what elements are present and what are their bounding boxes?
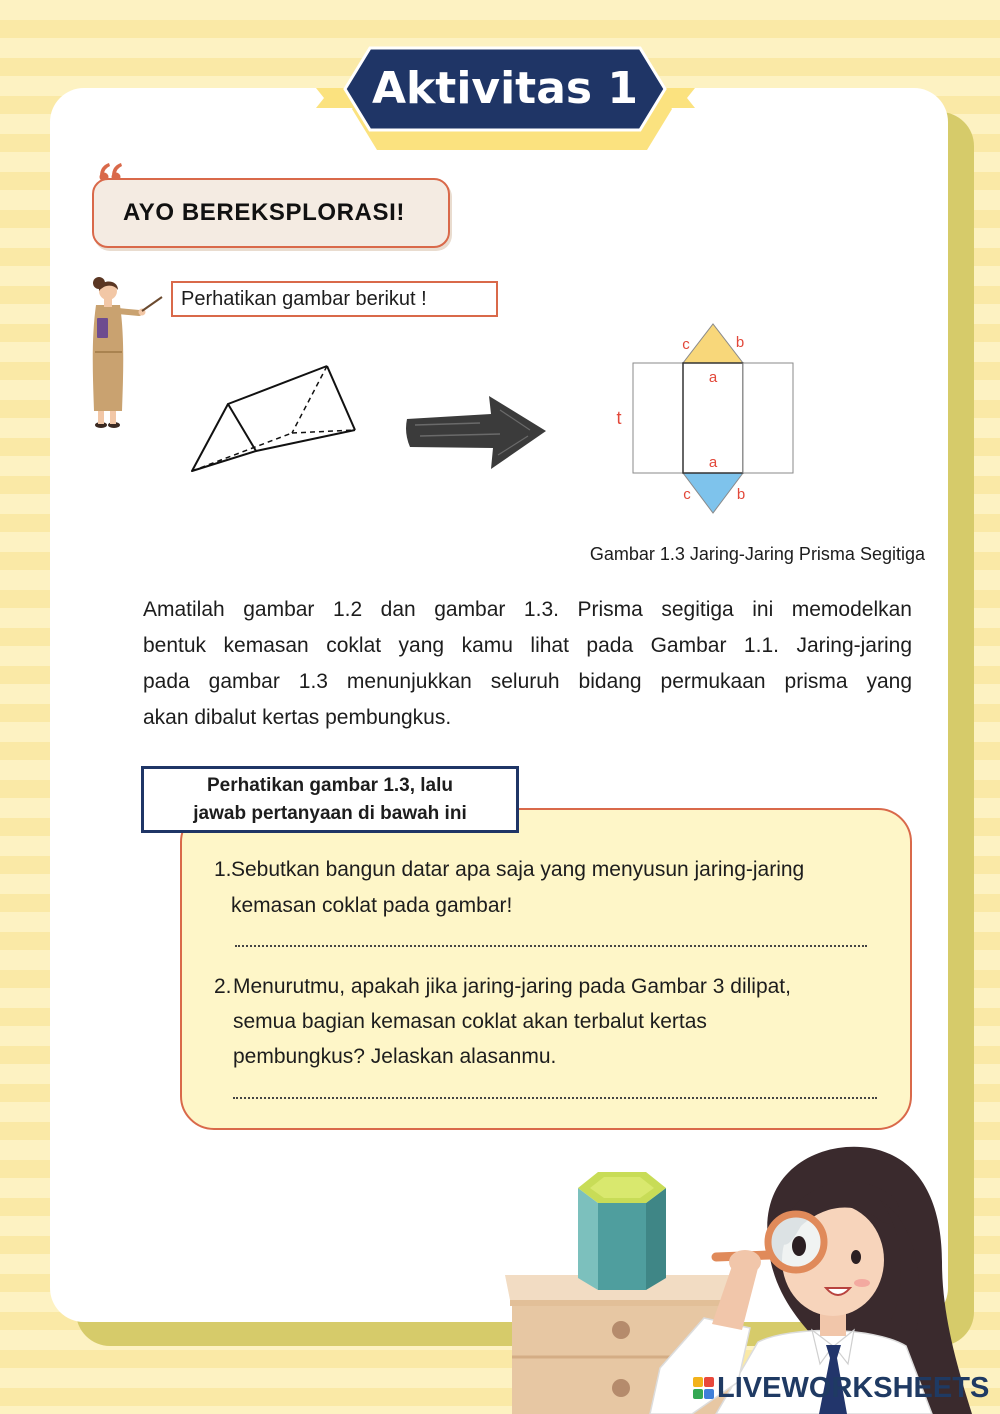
logo-tile — [693, 1389, 703, 1399]
figure-caption: Gambar 1.3 Jaring-Jaring Prisma Segitiga — [589, 544, 925, 564]
question-1-text: kemasan coklat pada gambar! — [231, 894, 513, 917]
net-label-bottom-c: c — [683, 486, 691, 503]
net-label-top-c: c — [682, 336, 690, 353]
prism-top-edge — [228, 366, 327, 404]
right-arrow-icon — [406, 396, 546, 469]
triangular-prism-figure — [192, 366, 355, 471]
paragraph-line: Amatilah gambar 1.2 dan gambar 1.3. Prisma segitiga ini memodelkan — [143, 598, 912, 621]
hexagonal-prism-illustration — [578, 1172, 666, 1290]
liveworksheets-logo[interactable]: LIVEWORKSHEETS — [717, 1372, 990, 1404]
logo-tile — [704, 1377, 714, 1387]
net-label-top-b: b — [735, 334, 745, 351]
paragraph-line: akan dibalut kertas pembungkus. — [143, 706, 452, 729]
cabinet-top-edge — [510, 1300, 742, 1306]
net-right-rectangle — [743, 363, 793, 473]
prism-hidden-edge — [292, 366, 327, 433]
teacher-hair-bun — [93, 277, 105, 289]
net-bottom-triangle — [683, 473, 746, 513]
teacher-arm — [118, 311, 139, 313]
prism-net-figure — [616, 324, 793, 513]
teacher-illustration — [93, 277, 162, 428]
page-title: Aktivitas 1 — [371, 63, 639, 114]
question-2-text: pembungkus? Jelaskan alasanmu. — [233, 1045, 557, 1068]
task-instruction-box — [141, 766, 519, 833]
girl-hand — [729, 1250, 761, 1274]
cabinet-knob — [612, 1379, 630, 1397]
answer-input-1[interactable] — [235, 923, 867, 947]
task-instruction-line: jawab pertanyaan di bawah ini — [193, 802, 467, 824]
girl-eye — [851, 1250, 861, 1264]
hex-prism-left-face — [578, 1188, 598, 1290]
logo-tile — [693, 1377, 703, 1387]
teacher-pointer — [142, 297, 162, 311]
prism-right-edge — [327, 366, 355, 430]
instruction-box: Perhatikan gambar berikut ! — [171, 281, 498, 317]
girl-cheek — [854, 1279, 870, 1287]
net-left-rectangle — [633, 363, 683, 473]
question-1-number: 1. — [214, 858, 232, 881]
paragraph-line: pada gambar 1.3 menunjukkan seluruh bidang permukaan prisma yang — [143, 670, 912, 693]
arrow-body — [406, 396, 546, 469]
net-label-top-a: a — [708, 369, 718, 386]
paragraph-line: bentuk kemasan coklat yang kamu lihat pada Gambar 1.1. Jaring-jaring — [143, 634, 912, 657]
question-2-text: Menurutmu, apakah jika jaring-jaring pada Gambar 3 dilipat, — [233, 975, 791, 998]
net-label-bottom-b: b — [736, 486, 746, 503]
logo-tile — [704, 1389, 714, 1399]
prism-front-face — [192, 404, 256, 471]
question-1-text: Sebutkan bangun datar apa saja yang menyusun jaring-jaring — [231, 858, 805, 881]
explanation-paragraph — [143, 592, 912, 736]
hex-prism-right-face — [646, 1188, 666, 1290]
teacher-book — [97, 318, 108, 338]
question-2-number: 2. — [214, 975, 232, 998]
net-top-triangle — [683, 324, 743, 363]
net-label-height-t: t — [616, 408, 622, 428]
girl-magnified-eye — [792, 1236, 806, 1256]
net-label-bottom-a: a — [708, 454, 718, 471]
cabinet-knob — [612, 1321, 630, 1339]
answer-input-2[interactable] — [233, 1075, 877, 1099]
prism-hidden-edges — [192, 366, 355, 471]
question-2-text: semua bagian kemasan coklat akan terbalut kertas — [233, 1010, 707, 1033]
task-instruction-line: Perhatikan gambar 1.3, lalu — [206, 774, 454, 796]
explore-label: AYO BEREKSPLORASI! — [123, 199, 405, 226]
hex-prism-front-face — [598, 1203, 646, 1290]
